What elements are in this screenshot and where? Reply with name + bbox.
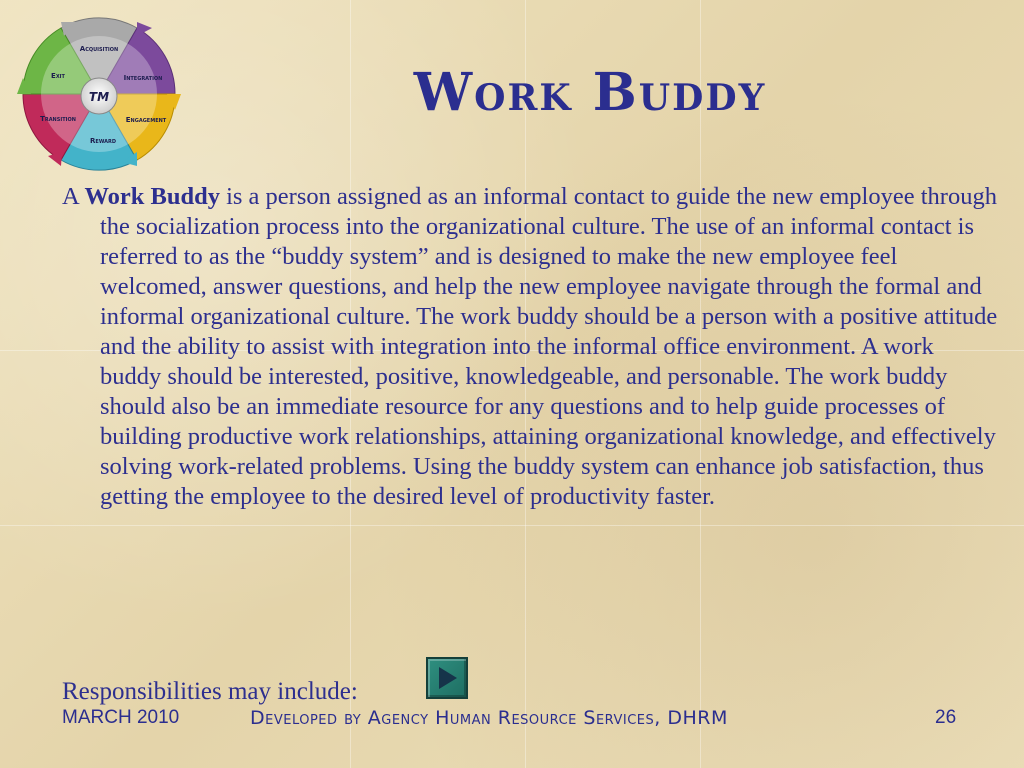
logo-segment-label: Integration <box>123 74 163 82</box>
logo-segment-label: Acquisition <box>79 45 119 53</box>
logo-segment-label: Reward <box>90 137 116 145</box>
logo-segment-label: Exit <box>51 72 65 80</box>
lifecycle-wheel-logo <box>6 6 192 182</box>
play-icon <box>439 667 457 689</box>
background-grid-line <box>0 525 1024 526</box>
body-term: Work Buddy <box>84 183 220 210</box>
body-text: is a person assigned as an informal contact to guide the new employee through the socialization process into the organizational culture. The use of an informal contact is referred to as the “buddy system” and is designed to make the new employee feel welcomed, answer questions, and help the new employee navigate through the formal and informal organizational culture. The work buddy should be a person with a positive attitude and the ability to assist with integration into the informal office environment. A work buddy should be interested, positive, knowledgeable, and personable. The work buddy should also be an immediate resource for any questions and to help guide processes of building productive work relationships, attaining organizational knowledge, and effectively solving work-related problems. Using the buddy system can enhance job satisfaction, thus getting the employee to the desired level of productivity faster. <box>100 183 998 510</box>
next-slide-button[interactable] <box>426 657 468 699</box>
body-paragraph <box>62 182 1000 512</box>
logo-segment-label: Engagement <box>125 116 167 124</box>
logo-center-label: TM <box>88 90 110 104</box>
footer-credit: Developed by Agency Human Resource Services, DHRM <box>250 707 728 729</box>
body-lead: A <box>62 183 85 210</box>
footer-date: MARCH 2010 <box>62 707 180 728</box>
logo-segment-label: Transition <box>40 115 76 123</box>
page-number: 26 <box>935 707 957 728</box>
slide-title: Work Buddy <box>413 62 767 123</box>
responsibilities-label: Responsibilities may include: <box>62 678 358 705</box>
